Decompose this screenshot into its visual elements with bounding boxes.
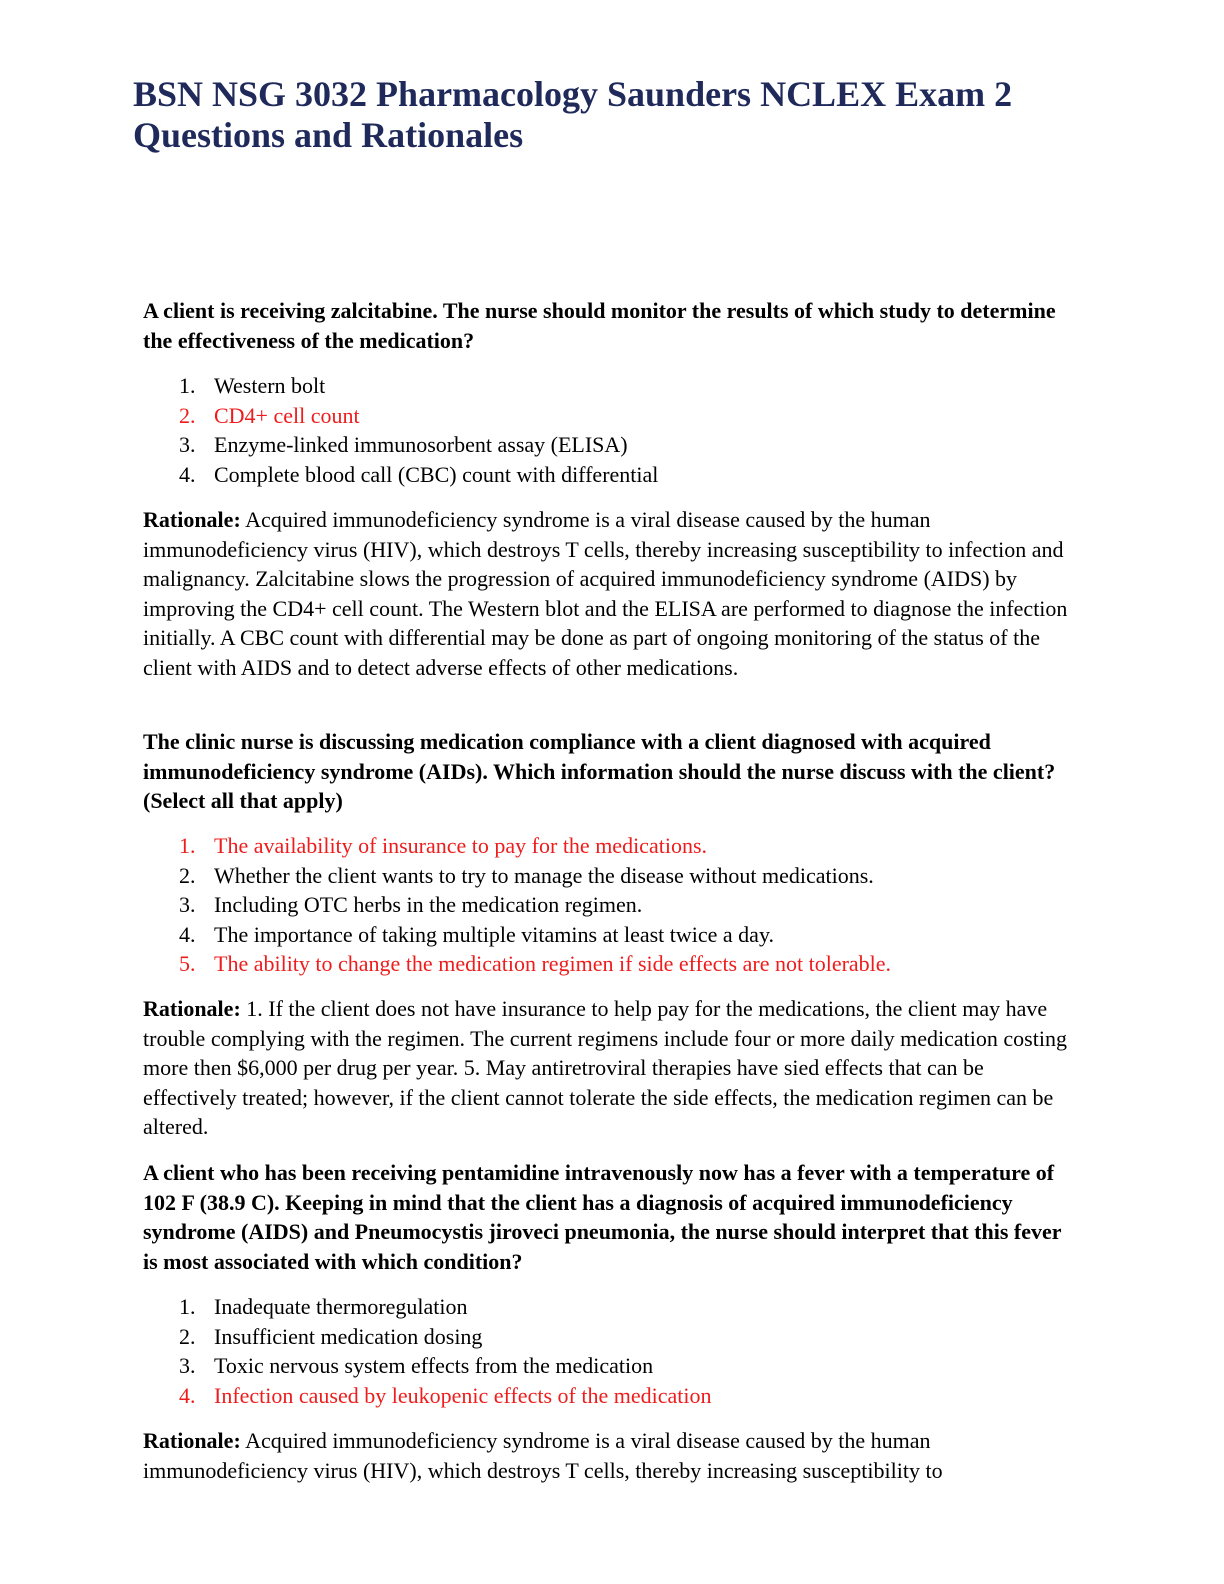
option-text: CD4+ cell count — [214, 402, 360, 428]
rationale — [143, 505, 1078, 682]
answer-option — [143, 430, 1078, 460]
option-text: Complete blood call (CBC) count with differential — [214, 461, 659, 487]
answer-option — [143, 1292, 1078, 1322]
answer-options — [143, 1292, 1078, 1410]
option-text: Western bolt — [214, 373, 326, 398]
option-number: 2. — [179, 402, 196, 428]
option-text: Whether the client wants to try to manage the disease without medications. — [214, 862, 874, 888]
option-number: 2. — [179, 1323, 196, 1349]
option-number: 5. — [179, 951, 196, 976]
rationale-text: Acquired immunodeficiency syndrome is a viral disease caused by the human immunodeficiency virus (HIV), which destroys T cells, thereby increasing susceptibility to — [143, 1428, 943, 1483]
option-number: 2. — [179, 862, 196, 888]
answer-option-correct — [143, 949, 1078, 979]
answer-option — [143, 1351, 1078, 1381]
rationale-text: 1. If the client does not have insurance to help pay for the medications, the client may have trouble complying with the regimen. The current regimens include four or more daily medication costing more then $6,000 per drug per year. 5. May antiretroviral therapies have sied effects that can be effectively treated; however, if the client cannot tolerate the side effects, the medication regimen can be altered. — [143, 996, 1067, 1139]
rationale-label: Rationale: — [143, 996, 241, 1021]
option-text: Toxic nervous system effects from the medication — [214, 1353, 654, 1378]
option-number: 3. — [179, 1353, 196, 1378]
rationale-label: Rationale: — [143, 1428, 241, 1453]
answer-option-correct — [143, 1381, 1078, 1411]
question-text: The clinic nurse is discussing medication compliance with a client diagnosed with acquired immunodeficiency syndrome (AIDs). Which information should the nurse discuss with the client? (Select all that apply) — [143, 729, 1056, 813]
rationale — [143, 994, 1078, 1142]
option-text: The ability to change the medication regimen if side effects are not tolerable. — [214, 951, 892, 976]
answer-options — [143, 831, 1078, 979]
answer-option — [143, 861, 1078, 891]
option-number: 1. — [179, 373, 196, 398]
option-number: 3. — [179, 892, 196, 917]
option-number: 3. — [179, 432, 196, 457]
option-number: 4. — [179, 461, 196, 487]
question-text: A client who has been receiving pentamidine intravenously now has a fever with a temperature of 102 F (38.9 C). Keeping in mind that the client has a diagnosis of acquired immunodeficiency syndrome (AIDS) and Pneumocystis jiroveci pneumonia, the nurse should interpret that this fever is most associated with which condition? — [143, 1160, 1062, 1274]
rationale-text: Acquired immunodeficiency syndrome is a viral disease caused by the human immunodeficiency virus (HIV), which destroys T cells, thereby increasing susceptibility to infection and malignancy. Zalcitabine slows the progression of acquired immunodeficiency syndrome (AIDS) by improving the CD4+ cell count. The Western blot and the ELISA are performed to diagnose the infection initially. A CBC count with differential may be done as part of ongoing monitoring of the status of the client with AIDS and to detect adverse effects of other medications. — [143, 507, 1068, 680]
option-text: Inadequate thermoregulation — [214, 1294, 468, 1319]
option-text: Insufficient medication dosing — [214, 1323, 483, 1349]
rationale-label: Rationale: — [143, 507, 241, 532]
document-title: BSN NSG 3032 Pharmacology Saunders NCLEX Exam 2 Questions and Rationales — [133, 74, 1013, 155]
option-text: Enzyme-linked immunosorbent assay (ELISA) — [214, 432, 628, 457]
option-text: Including OTC herbs in the medication regimen. — [214, 892, 643, 917]
answer-option — [143, 460, 1078, 490]
option-number: 1. — [179, 1294, 196, 1319]
option-text: The importance of taking multiple vitamins at least twice a day. — [214, 921, 775, 947]
answer-option-correct — [143, 401, 1078, 431]
option-number: 4. — [179, 1382, 196, 1408]
option-number: 4. — [179, 921, 196, 947]
option-text: Infection caused by leukopenic effects of the medication — [214, 1382, 712, 1408]
answer-option — [143, 371, 1078, 401]
rationale — [143, 1426, 1078, 1485]
answer-option — [143, 890, 1078, 920]
option-text: The availability of insurance to pay for the medications. — [214, 833, 708, 858]
answer-option-correct — [143, 831, 1078, 861]
question-text: A client is receiving zalcitabine. The nurse should monitor the results of which study to determine the effectiveness of the medication? — [143, 298, 1056, 353]
answer-options — [143, 371, 1078, 489]
option-number: 1. — [179, 833, 196, 858]
answer-option — [143, 920, 1078, 950]
answer-option — [143, 1322, 1078, 1352]
